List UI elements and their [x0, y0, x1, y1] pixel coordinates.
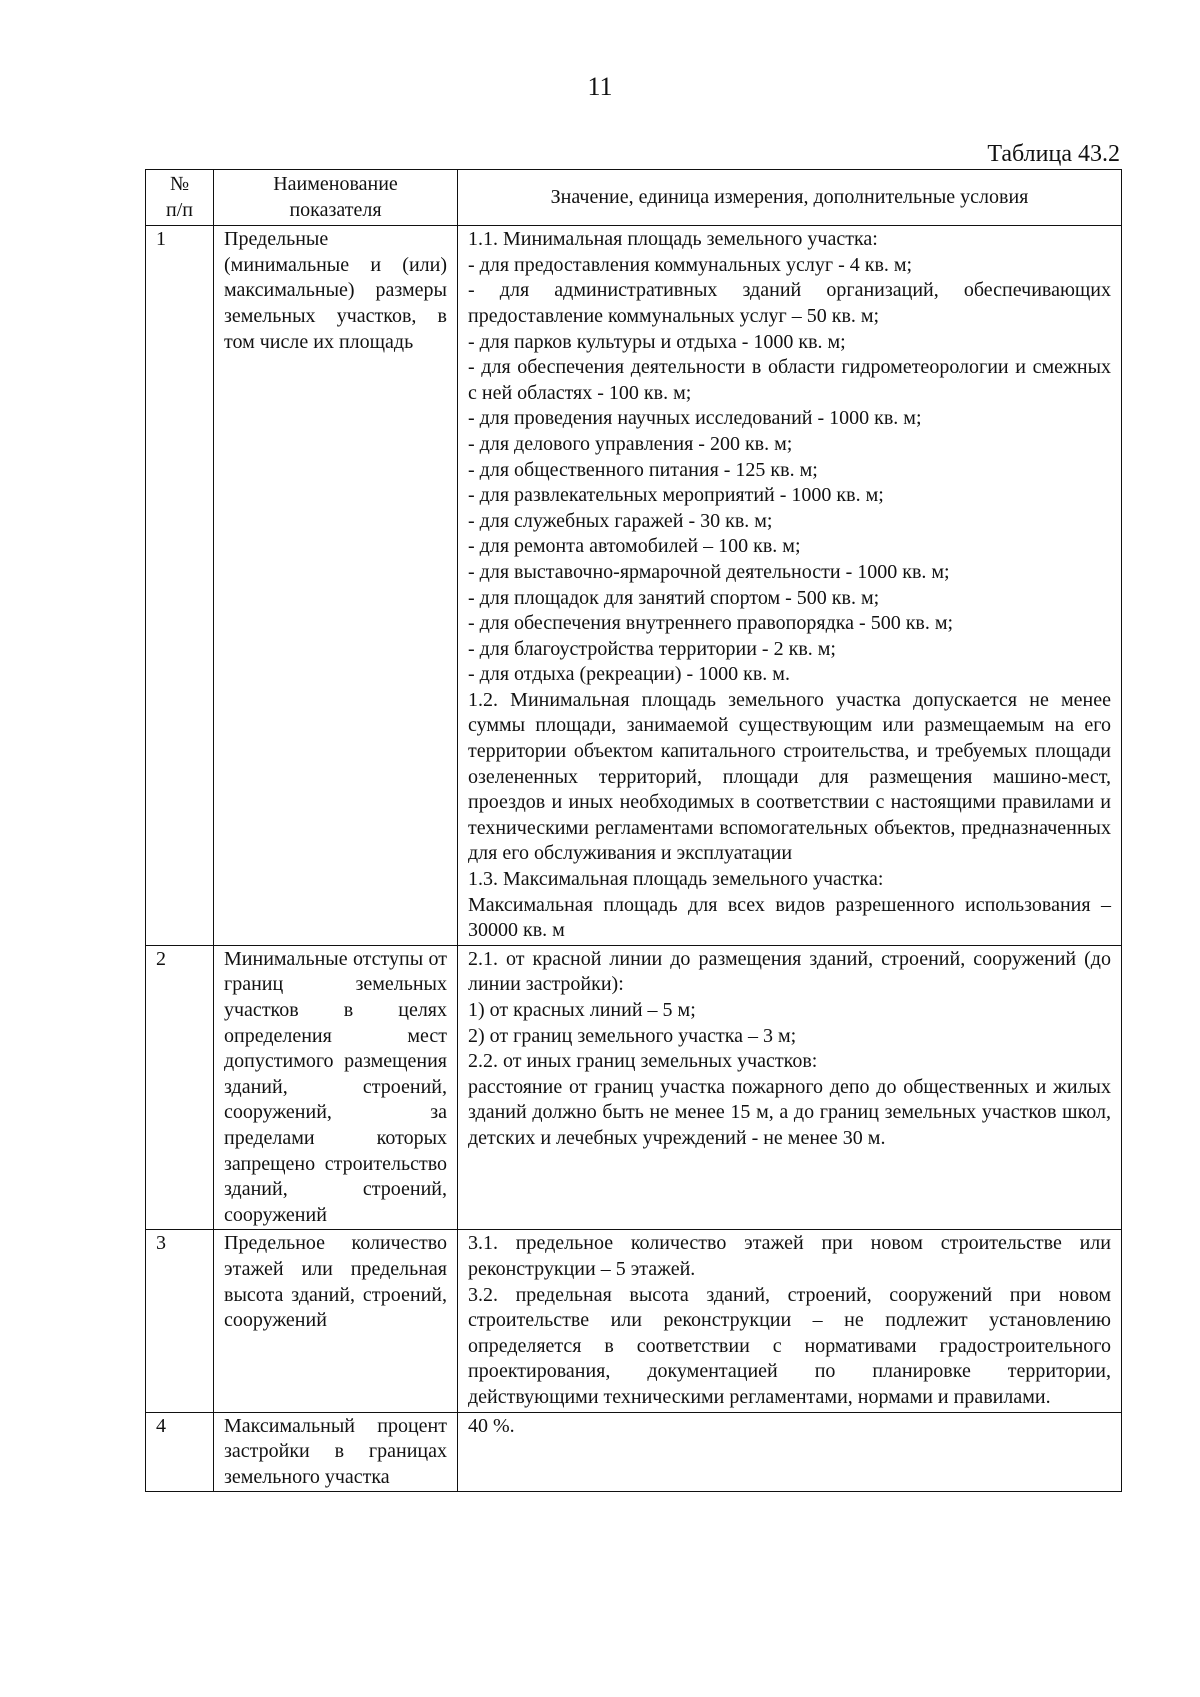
value-line: - для предоставления коммунальных услуг - 4 кв. м;	[468, 253, 913, 276]
row-value-cell	[458, 1230, 1122, 1412]
row-indicator-name: Предельные (минимальные и (или) максимальные) размеры земельных участков, в том числе их площадь	[214, 226, 458, 946]
row-indicator-name: Минимальные отступы от границ земельных участков в целях определения мест допустимого размещения зданий, строений, сооружений, за пределами которых запрещено строительство зданий, строений, сооружений	[214, 945, 458, 1230]
page-number: 11	[587, 72, 613, 101]
header-num-line: №	[169, 173, 190, 195]
value-line: 40 %.	[468, 1414, 515, 1437]
row-number: 3	[146, 1230, 214, 1412]
value-line: - для выставочно-ярмарочной деятельности - 1000 кв. м;	[468, 560, 950, 583]
value-line: 2.2. от иных границ земельных участков:	[468, 1050, 818, 1073]
row-number: 1	[146, 226, 214, 946]
value-line: 2.1. от красной линии до размещения зданий, строений, сооружений (до линии застройки):	[468, 947, 1111, 996]
table-row	[146, 945, 1122, 1230]
value-line: 2) от границ земельного участка – 3 м;	[468, 1024, 797, 1047]
row-indicator-name: Максимальный процент застройки в границах земельного участка	[214, 1412, 458, 1492]
table-caption: Таблица 43.2	[987, 141, 1120, 167]
value-line: - для обеспечения деятельности в области гидрометеорологии и смежных с ней областях - 100 кв. м;	[468, 356, 1111, 404]
header-name-line: показателя	[289, 198, 382, 221]
value-line: 3.1. предельное количество этажей при новом строительстве или реконструкции – 5 этажей.	[468, 1232, 1111, 1280]
value-line: - для делового управления - 200 кв. м;	[468, 432, 793, 455]
table-header-row	[146, 170, 1122, 226]
row-value-cell	[458, 1412, 1122, 1492]
header-name	[214, 170, 458, 226]
row-number: 4	[146, 1412, 214, 1492]
value-line: - для служебных гаражей - 30 кв. м;	[468, 509, 773, 532]
value-line: - для обеспечения внутреннего правопорядка - 500 кв. м;	[468, 612, 954, 635]
value-line: - для ремонта автомобилей – 100 кв. м;	[468, 535, 801, 558]
row-value-cell	[458, 226, 1122, 946]
value-line: - для отдыха (рекреации) - 1000 кв. м.	[468, 663, 790, 686]
value-line: - для проведения научных исследований - 1000 кв. м;	[468, 407, 922, 430]
table-row	[146, 1412, 1122, 1492]
value-line: - для площадок для занятий спортом - 500 кв. м;	[468, 586, 880, 609]
row-value-cell	[458, 945, 1122, 1230]
value-line: - для развлекательных мероприятий - 1000 кв. м;	[468, 484, 884, 507]
value-line: 1.3. Максимальная площадь земельного участка:	[468, 868, 884, 891]
table-row	[146, 226, 1122, 946]
value-line: - для административных зданий организаций, обеспечивающих предоставление коммунальных услуг – 50 кв. м;	[468, 279, 1111, 327]
header-name-line: Наименование	[273, 173, 398, 195]
value-line: 1.2. Минимальная площадь земельного участка допускается не менее суммы площади, занимаемой существующим или размещаемым на его территории объектом капитального строительства, и требуемых площади озелененных территорий, площади для размещения машино-мест, проездов и иных необходимых в соответствии с настоящими правилами и техническими регламентами вспомогательных объектов, предназначенных для его обслуживания и эксплуатации	[468, 688, 1111, 865]
row-indicator-name: Предельное количество этажей или предельная высота зданий, строений, сооружений	[214, 1230, 458, 1412]
row-number: 2	[146, 945, 214, 1230]
header-value: Значение, единица измерения, дополнительные условия	[458, 170, 1122, 226]
value-line: - для общественного питания - 125 кв. м;	[468, 458, 818, 481]
value-line: - для парков культуры и отдыха - 1000 кв. м;	[468, 330, 846, 353]
value-line: 1) от красных линий – 5 м;	[468, 999, 696, 1021]
value-line: Максимальная площадь для всех видов разрешенного использования – 30000 кв. м	[468, 893, 1111, 942]
header-num-line: п/п	[166, 198, 193, 221]
value-line: - для благоустройства территории - 2 кв. м;	[468, 637, 836, 660]
table-row	[146, 1230, 1122, 1412]
value-line: 1.1. Минимальная площадь земельного участка:	[468, 228, 878, 251]
value-line: расстояние от границ участка пожарного депо до общественных и жилых зданий должно быть не менее 15 м, а до границ земельных участков школ, детских и лечебных учреждений - не менее 30 м.	[468, 1075, 1111, 1149]
value-line: 3.2. предельная высота зданий, строений, сооружений при новом строительстве или реконструкции – не подлежит установлению определяется в соответствии с нормативами градостроительного проектирования, документацией по планировке территории, действующими техническими регламентами, нормами и правилами.	[468, 1283, 1111, 1408]
parameters-table	[145, 169, 1122, 1492]
header-num	[146, 170, 214, 226]
